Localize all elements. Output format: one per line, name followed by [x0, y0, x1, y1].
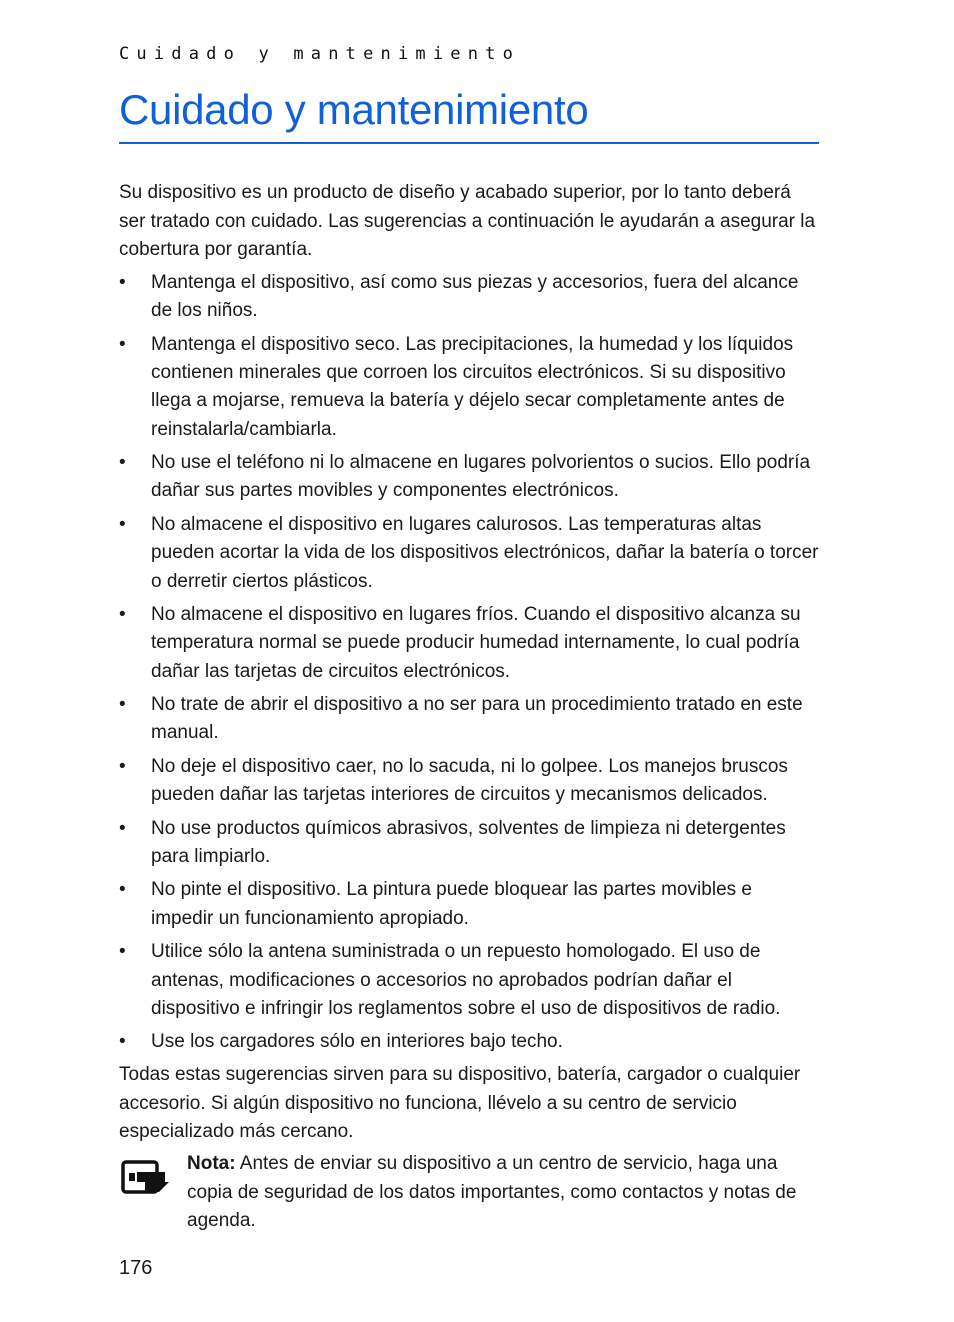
care-tips-list — [119, 269, 819, 1062]
list-item-text: Mantenga el dispositivo seco. Las precipitaciones, la humedad y los líquidos contienen minerales que corroen los circuitos electrónicos. Si su dispositivo llega a mojarse, remueva la batería y déjelo secar completamente antes de reinstalarla/cambiarla. — [151, 333, 794, 440]
list-item-text: Mantenga el dispositivo, así como sus piezas y accesorios, fuera del alcance de los niños. — [151, 272, 799, 322]
list-item — [119, 601, 819, 686]
list-item-text: Utilice sólo la antena suministrada o un repuesto homologado. El uso de antenas, modificaciones o accesorios no aprobados podrían dañar el dispositivo e infringir los reglamentos sobre el uso de dispositivos de radio. — [151, 941, 781, 1019]
list-item — [119, 691, 819, 748]
list-item — [119, 331, 819, 444]
note-box — [119, 1150, 819, 1231]
bullet-mark: • — [119, 333, 126, 355]
note-body: Antes de enviar su dispositivo a un centro de servicio, haga una copia de seguridad de los datos importantes, como contactos y notas de agenda. — [187, 1153, 797, 1231]
running-header: Cuidado y mantenimiento — [119, 44, 521, 64]
list-item-text: No pinte el dispositivo. La pintura puede bloquear las partes movibles e impedir un funcionamiento apropiado. — [151, 879, 752, 929]
list-item-text: Use los cargadores sólo en interiores bajo techo. — [151, 1031, 563, 1053]
bullet-mark: • — [119, 755, 126, 777]
list-item — [119, 876, 819, 933]
bullet-mark: • — [119, 694, 126, 716]
note-icon — [121, 1160, 171, 1196]
list-item-text: No almacene el dispositivo en lugares calurosos. Las temperaturas altas pueden acortar la vida de los dispositivos electrónicos, dañar la batería o torcer o derretir ciertos plásticos. — [151, 513, 819, 592]
list-item — [119, 1028, 819, 1056]
note-text — [187, 1150, 819, 1236]
page-number: 176 — [119, 1257, 153, 1279]
bullet-mark: • — [119, 1031, 126, 1053]
bullet-mark: • — [119, 817, 126, 839]
list-item — [119, 269, 819, 326]
list-item — [119, 815, 819, 872]
bullet-mark: • — [119, 941, 126, 963]
intro-paragraph: Su dispositivo es un producto de diseño y acabado superior, por lo tanto deberá ser tratado con cuidado. Las sugerencias a continuación le ayudarán a asegurar la cobertura por garantía. — [119, 182, 816, 260]
list-item — [119, 449, 819, 506]
bullet-mark: • — [119, 513, 126, 535]
closing-paragraph: Todas estas sugerencias sirven para su dispositivo, batería, cargador o cualquier accesorio. Si algún dispositivo no funciona, llévelo a su centro de servicio especializado más cercano. — [119, 1064, 801, 1142]
note-label: Nota: — [187, 1153, 236, 1174]
bullet-mark: • — [119, 604, 126, 626]
list-item-text: No use el teléfono ni lo almacene en lugares polvorientos o sucios. Ello podría dañar sus partes movibles y componentes electrónicos. — [151, 452, 811, 502]
bullet-mark: • — [119, 272, 126, 293]
title-divider — [119, 142, 819, 144]
list-item-text: No use productos químicos abrasivos, solventes de limpieza ni detergentes para limpiarlo. — [151, 817, 786, 867]
bullet-mark: • — [119, 879, 126, 901]
list-item-text: No trate de abrir el dispositivo a no ser para un procedimiento tratado en este manual. — [151, 694, 803, 744]
page-title: Cuidado y mantenimiento — [119, 86, 589, 133]
list-item — [119, 511, 819, 596]
list-item — [119, 753, 819, 810]
bullet-mark: • — [119, 452, 126, 474]
list-item-text: No almacene el dispositivo en lugares fríos. Cuando el dispositivo alcanza su temperatura normal se puede producir humedad internamente, lo cual podría dañar las tarjetas de circuitos electrónicos. — [151, 604, 801, 682]
list-item — [119, 938, 819, 1023]
list-item-text: No deje el dispositivo caer, no lo sacuda, ni lo golpee. Los manejos bruscos pueden dañar las tarjetas interiores de circuitos y mecanismos delicados. — [151, 755, 788, 806]
